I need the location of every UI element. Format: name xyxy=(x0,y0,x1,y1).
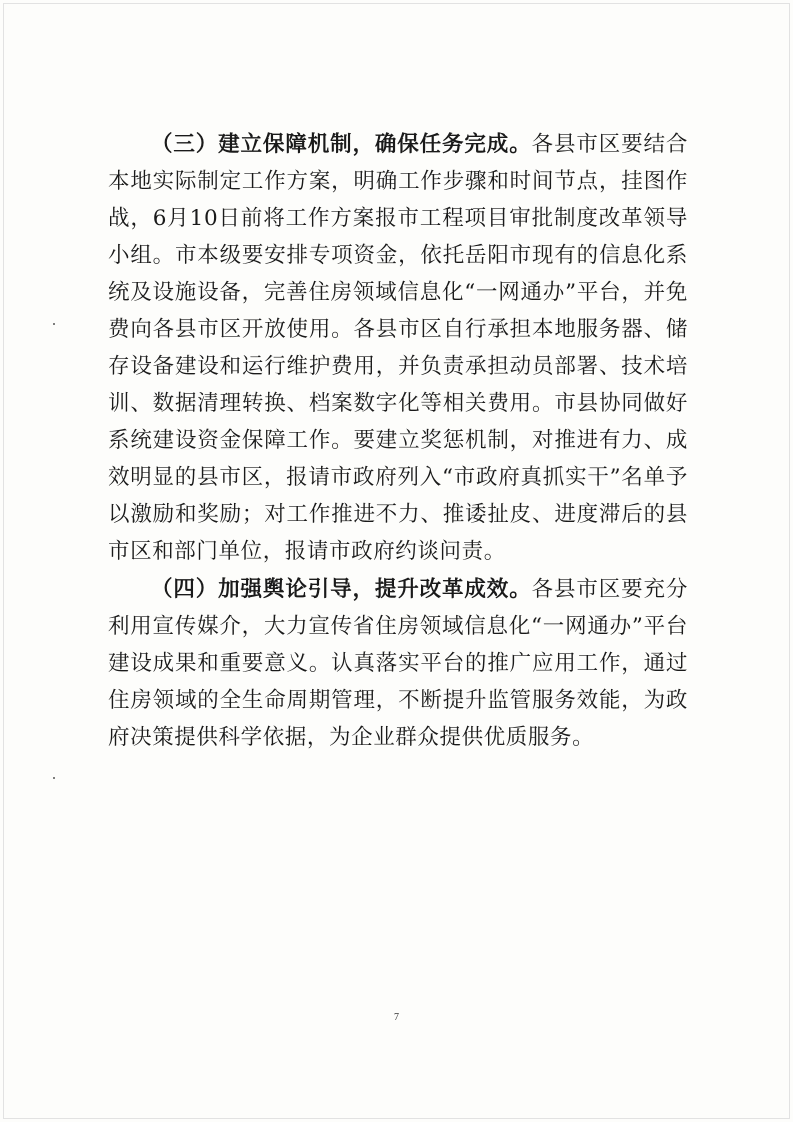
section-body: 各县市区要充分利用宣传媒介，大力宣传省住房领域信息化“一网通办”平台建设成果和重要意义。认真落实平台的推广应用工作，通过住房领域的全生命周期管理，不断提升监管服务效能，为政府决策提供科学依据，为企业群众提供优质服务。 xyxy=(108,577,688,750)
section-heading: （四）加强舆论引导，提升改革成效。 xyxy=(151,577,532,602)
paragraph-section-4 xyxy=(108,571,688,756)
document-body xyxy=(108,126,688,757)
margin-dot xyxy=(53,323,55,325)
page-number: 7 xyxy=(394,1012,399,1023)
section-body: 各县市区要结合本地实际制定工作方案，明确工作步骤和时间节点，挂图作战，6月10日前将工作方案报市工程项目审批制度改革领导小组。市本级要安排专项资金，依托岳阳市现有的信息化系统及设施设备，完善住房领域信息化“一网通办”平台，并免费向各县市区开放使用。各县市区自行承担本地服务器、储存设备建设和运行维护费用，并负责承担动员部署、技术培训、数据清理转换、档案数字化等相关费用。市县协同做好系统建设资金保障工作。要建立奖惩机制，对推进有力、成效明显的县市区，报请市政府列入“市政府真抓实干”名单予以激励和奖励；对工作推进不力、推诿扯皮、进度滞后的县市区和部门单位，报请市政府约谈问责。 xyxy=(108,132,688,564)
margin-dot xyxy=(53,777,55,779)
paragraph-section-3 xyxy=(108,126,688,570)
section-heading: （三）建立保障机制，确保任务完成。 xyxy=(151,132,532,157)
